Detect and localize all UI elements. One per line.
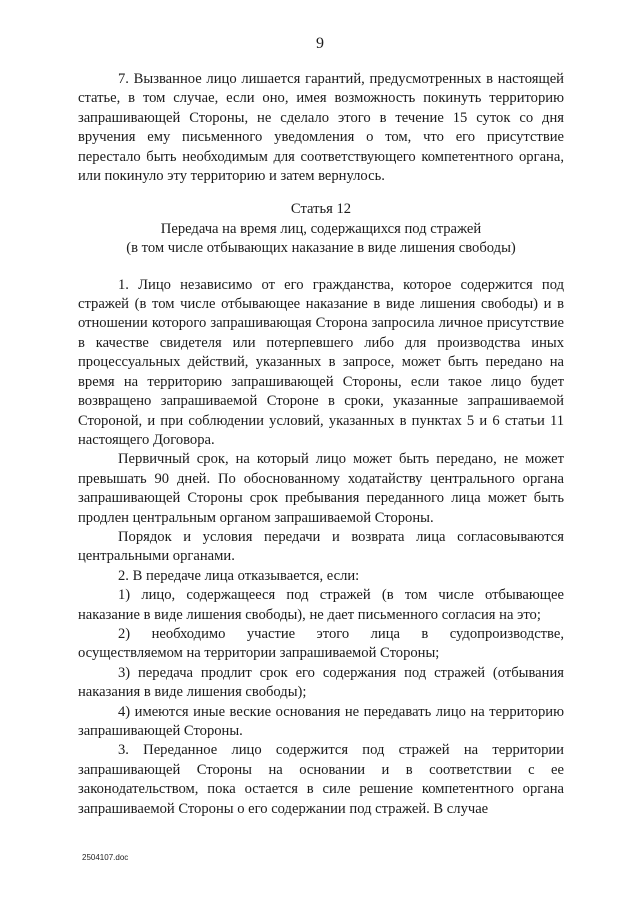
- page-number: 9: [316, 35, 324, 52]
- article-title-line2: (в том числе отбывающих наказание в виде лишения свободы): [126, 240, 516, 257]
- paragraph-procedure: Порядок и условия передачи и возврата лица согласовываются центральными органами.: [78, 528, 564, 565]
- paragraph-item1: 1. Лицо независимо от его гражданства, которое содержится под стражей (в том числе отбывающее наказание в виде лишения свободы) и в отношении которого запрашивающая Сторона запросила личное присутствие в качестве свидетеля или потерпевшего либо для производства иных процессуальных действий, указанных в запросе, может быть передано на время на территорию запрашивающей Стороны, если такое лицо будет возвращено запрашиваемой Стороне в сроки, указанные запрашиваемой Стороной, и при соблюдении условий, указанных в пунктах 5 и 6 статьи 11 настоящего Договора.: [78, 276, 564, 448]
- article-number: Статья 12: [290, 201, 352, 218]
- paragraph-subitem4: 4) имеются иные веские основания не передавать лицо на территорию запрашивающей Стороны.: [78, 703, 564, 739]
- paragraph-subitem2: 2) необходимо участие этого лица в судопроизводстве, осуществляемом на территории запрашиваемой Стороны;: [78, 625, 564, 662]
- paragraph-article11-item7: 7. Вызванное лицо лишается гарантий, предусмотренных в настоящей статье, в том случае, если оно, имея возможность покинуть территорию запрашивающей Стороны, не сделало этого в течение 15 суток со дня вручения ему письменного уведомления о том, что его присутствие перестало быть необходимым для соответствующего компетентного органа, или покинуло эту территорию и затем вернулось.: [78, 71, 564, 185]
- document-body: [78, 70, 564, 819]
- footer-doc-code: 2504107.doc: [82, 853, 129, 862]
- paragraph-item3: 3. Переданное лицо содержится под стражей на территории запрашивающей Стороны на основании и в соответствии с ее законодательством, пока остается в силе решение компетентного органа запрашиваемой Стороны о его содержании под стражей. В случае: [78, 742, 564, 817]
- paragraph-initial-term: Первичный срок, на который лицо может быть передано, не может превышать 90 дней. По обоснованному ходатайству центрального органа запрашивающей Стороны срок пребывания переданного лица может быть продлен центральным органом запрашиваемой Стороны.: [78, 451, 564, 526]
- article-title-line1: Передача на время лиц, содержащихся под стражей: [160, 220, 482, 237]
- paragraph-subitem1: 1) лицо, содержащееся под стражей (в том числе отбывающее наказание в виде лишения свободы), не дает письменного согласия на это;: [78, 587, 564, 623]
- paragraph-item2: 2. В передаче лица отказывается, если:: [118, 567, 360, 584]
- paragraph-subitem3: 3) передача продлит срок его содержания под стражей (отбывания наказания в виде лишения свободы);: [78, 664, 564, 701]
